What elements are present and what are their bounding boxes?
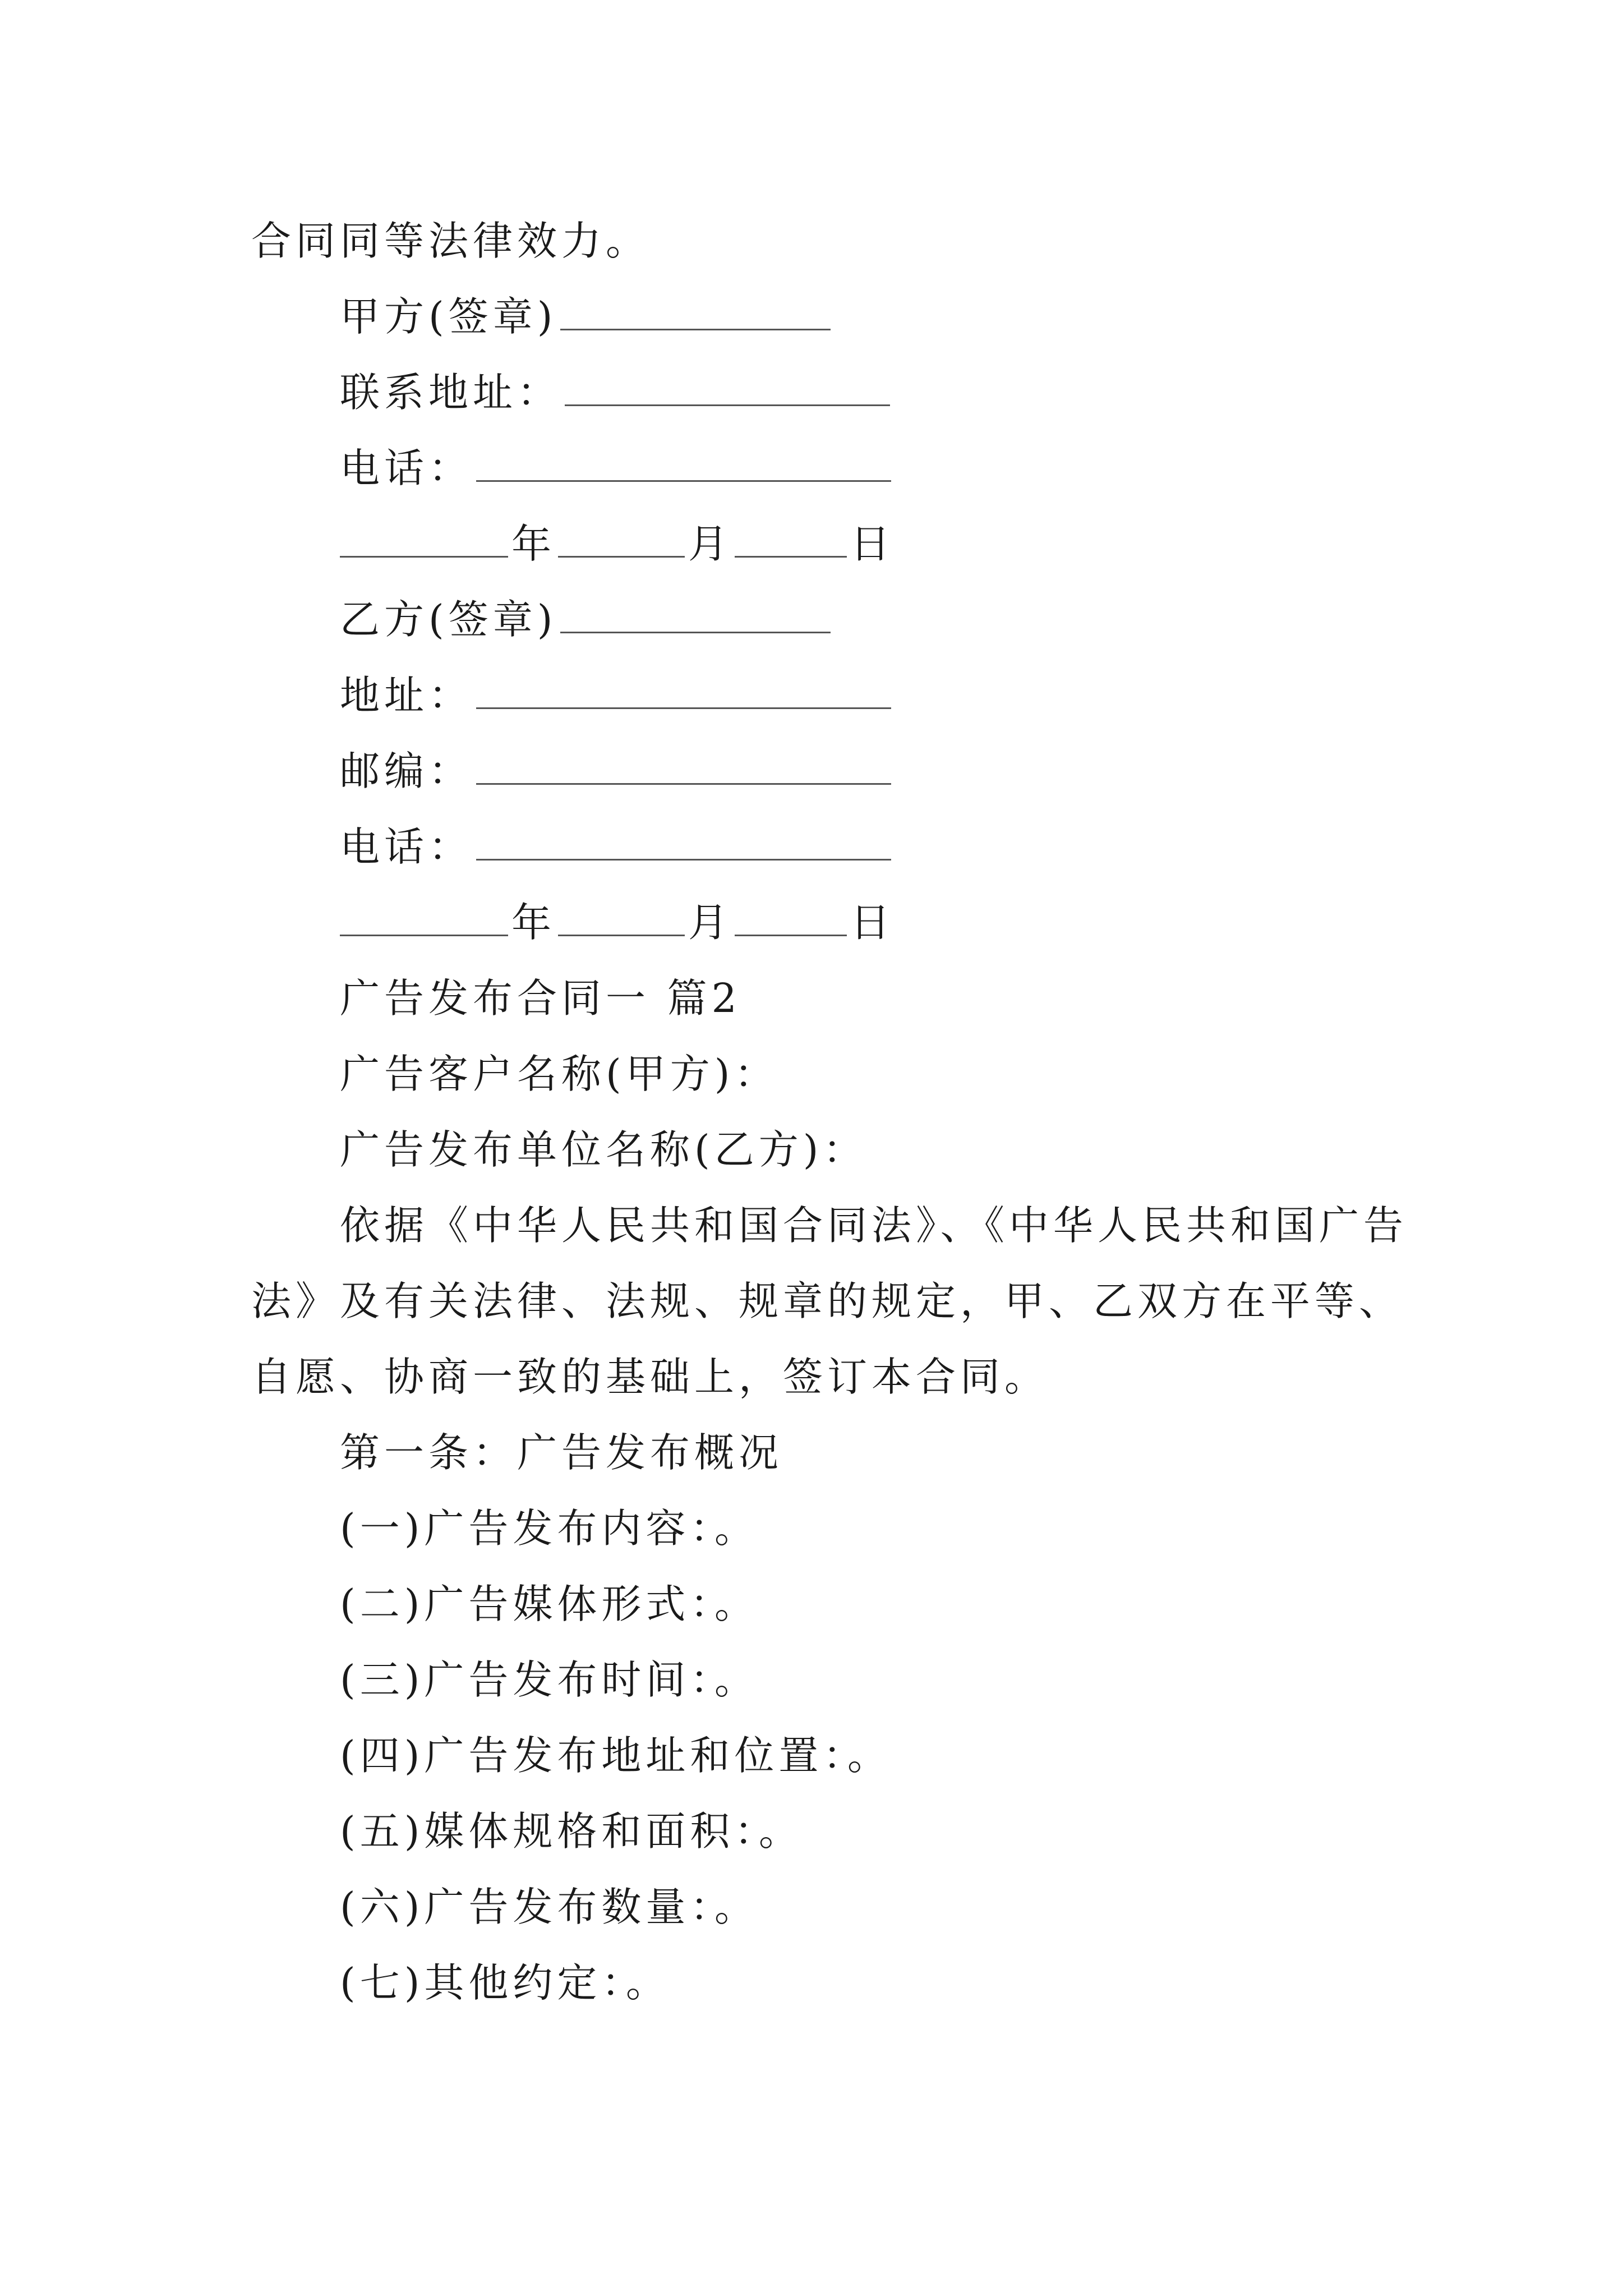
party-b-date — [340, 895, 895, 951]
party-b-address-blank[interactable] — [476, 673, 891, 709]
party-a-month-blank[interactable] — [558, 521, 685, 558]
party-b-postcode — [340, 743, 891, 799]
party-b-signature-blank[interactable] — [560, 597, 831, 633]
party-a-day-blank[interactable] — [735, 521, 847, 558]
article-1-item: (六)广告发布数量：。 — [340, 1884, 759, 1930]
party-b-address — [340, 668, 891, 724]
party-b-phone-blank[interactable] — [476, 824, 891, 861]
day-label: 日 — [850, 899, 895, 946]
article-1-item: (一)广告发布内容：。 — [340, 1505, 759, 1552]
continuation-text: 合同同等法律效力。 — [251, 218, 651, 264]
party-b-phone-label: 电话： — [340, 823, 473, 870]
preamble-line-1: 依据《中华人民共和国合同法》、《中华人民共和国广告 — [340, 1202, 1408, 1249]
section-heading: 广告发布合同一 篇2 — [340, 975, 741, 1022]
party-a-phone-blank[interactable] — [476, 445, 891, 482]
article-1-item: (三)广告发布时间：。 — [340, 1657, 759, 1703]
party-b-postcode-blank[interactable] — [476, 748, 891, 785]
party-a-signature-label: 甲方(签章) — [340, 293, 557, 340]
party-b-signature-label: 乙方(签章) — [340, 596, 557, 643]
party-a-address — [340, 365, 890, 421]
publisher-name-label: 广告发布单位名称(乙方)： — [340, 1126, 868, 1173]
preamble-line-2: 法》及有关法律、法规、规章的规定，甲、乙双方在平等、 — [251, 1278, 1404, 1324]
article-1-item: (五)媒体规格和面积：。 — [340, 1808, 803, 1855]
year-label: 年 — [511, 521, 556, 567]
party-a-date — [340, 516, 895, 572]
party-a-year-blank[interactable] — [340, 521, 508, 558]
article-1-item: (四)广告发布地址和位置：。 — [340, 1732, 892, 1779]
party-a-signature — [340, 289, 831, 345]
day-label: 日 — [850, 521, 895, 567]
party-b-month-blank[interactable] — [558, 900, 685, 936]
party-a-phone — [340, 440, 891, 496]
month-label: 月 — [688, 899, 733, 946]
party-a-address-label: 联系地址： — [340, 369, 562, 416]
party-a-signature-blank[interactable] — [560, 294, 831, 330]
article-1-title: 第一条：广告发布概况 — [340, 1429, 783, 1476]
preamble-line-3: 自愿、协商一致的基础上，签订本合同。 — [251, 1354, 1049, 1400]
year-label: 年 — [511, 899, 556, 946]
party-b-day-blank[interactable] — [735, 900, 847, 936]
party-a-address-blank[interactable] — [565, 370, 890, 406]
party-a-phone-label: 电话： — [340, 445, 473, 491]
month-label: 月 — [688, 521, 733, 567]
article-1-item: (二)广告媒体形式：。 — [340, 1581, 759, 1627]
party-b-address-label: 地址： — [340, 672, 473, 719]
party-b-signature — [340, 592, 831, 648]
client-name-label: 广告客户名称(甲方)： — [340, 1051, 779, 1097]
party-b-phone — [340, 819, 891, 875]
party-b-year-blank[interactable] — [340, 900, 508, 936]
party-b-postcode-label: 邮编： — [340, 748, 473, 794]
article-1-item: (七)其他约定：。 — [340, 1959, 670, 2006]
